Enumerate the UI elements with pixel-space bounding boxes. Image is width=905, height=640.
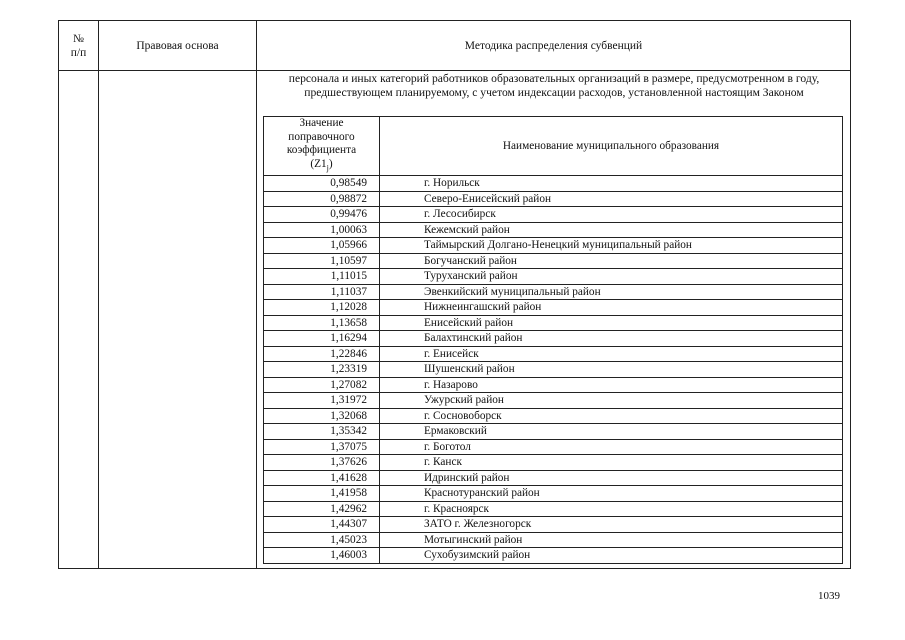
coefficient-value: 1,46003 — [264, 548, 380, 564]
table-row — [264, 346, 843, 362]
coefficient-value: 1,37626 — [264, 455, 380, 471]
municipality-name: г. Норильск — [380, 176, 843, 192]
table-row — [264, 284, 843, 300]
methodology-text: персонала и иных категорий работников образовательных организаций в размере, предусмотренном в году, предшествующем планируемому, с учетом индексации расходов, установленной настоящим Законом — [288, 72, 820, 99]
header-number-abbr: п/п — [70, 46, 87, 59]
coefficient-value: 1,45023 — [264, 532, 380, 548]
column-divider — [256, 20, 257, 568]
municipality-name: Кежемский район — [380, 222, 843, 238]
table-row — [264, 501, 843, 517]
table-row — [264, 548, 843, 564]
header-number — [59, 21, 98, 70]
municipality-name: г. Красноярск — [380, 501, 843, 517]
coefficient-value: 1,23319 — [264, 362, 380, 378]
coefficient-value: 1,42962 — [264, 501, 380, 517]
table-row — [264, 486, 843, 502]
municipality-name: Сухобузимский район — [380, 548, 843, 564]
coefficient-value: 1,10597 — [264, 253, 380, 269]
municipality-name: Ермаковский — [380, 424, 843, 440]
coefficient-value: 0,98872 — [264, 191, 380, 207]
municipality-name: Богучанский район — [380, 253, 843, 269]
municipality-name: г. Назарово — [380, 377, 843, 393]
municipality-name: г. Лесосибирск — [380, 207, 843, 223]
coefficient-value: 1,41628 — [264, 470, 380, 486]
table-row — [264, 393, 843, 409]
table-row — [264, 253, 843, 269]
municipality-name: Туруханский район — [380, 269, 843, 285]
table-row — [264, 377, 843, 393]
coefficient-value: 1,35342 — [264, 424, 380, 440]
table-row — [264, 269, 843, 285]
coefficient-value: 1,13658 — [264, 315, 380, 331]
coefficient-value: 1,44307 — [264, 517, 380, 533]
table-header-row — [59, 20, 850, 71]
header-methodology: Методика распределения субвенций — [464, 39, 643, 52]
coefficient-value: 1,22846 — [264, 346, 380, 362]
page-number: 1039 — [818, 590, 840, 602]
table-row — [264, 191, 843, 207]
header-number-symbol: № — [73, 32, 84, 45]
coefficient-value: 1,05966 — [264, 238, 380, 254]
municipality-name: Идринский район — [380, 470, 843, 486]
main-table — [58, 20, 851, 569]
table-row — [264, 362, 843, 378]
municipality-name: г. Канск — [380, 455, 843, 471]
table-row — [264, 207, 843, 223]
municipality-name: Мотыгинский район — [380, 532, 843, 548]
table-row — [264, 331, 843, 347]
coefficient-value: 1,11037 — [264, 284, 380, 300]
table-row — [264, 408, 843, 424]
coefficient-table — [263, 116, 843, 564]
coefficient-value: 1,37075 — [264, 439, 380, 455]
table-row — [264, 315, 843, 331]
table-row — [264, 439, 843, 455]
municipality-name: Енисейский район — [380, 315, 843, 331]
coefficient-value: 1,41958 — [264, 486, 380, 502]
municipality-name: Таймырский Долгано-Ненецкий муниципальный район — [380, 238, 843, 254]
table-row — [264, 517, 843, 533]
municipality-name: Северо-Енисейский район — [380, 191, 843, 207]
table-row — [264, 300, 843, 316]
table-row — [264, 470, 843, 486]
coefficient-table-header — [264, 117, 843, 176]
municipality-name: Эвенкийский муниципальный район — [380, 284, 843, 300]
municipality-name: Нижнеингашский район — [380, 300, 843, 316]
coefficient-value: 1,12028 — [264, 300, 380, 316]
coefficient-value: 1,00063 — [264, 222, 380, 238]
table-row — [264, 238, 843, 254]
municipality-name: ЗАТО г. Железногорск — [380, 517, 843, 533]
coefficient-value: 1,16294 — [264, 331, 380, 347]
coefficient-value: 0,98549 — [264, 176, 380, 192]
municipality-name: г. Сосновоборск — [380, 408, 843, 424]
coefficient-value: 1,11015 — [264, 269, 380, 285]
header-coefficient-value: Значение поправочного коэффициента $(Z1_j)$ — [264, 117, 380, 176]
municipality-name: г. Енисейск — [380, 346, 843, 362]
header-municipality-name: Наименование муниципального образования — [380, 117, 843, 176]
coefficient-value: 1,27082 — [264, 377, 380, 393]
municipality-name: г. Боготол — [380, 439, 843, 455]
coefficient-value: 1,32068 — [264, 408, 380, 424]
municipality-name: Шушенский район — [380, 362, 843, 378]
table-row — [264, 455, 843, 471]
table-row — [264, 176, 843, 192]
municipality-name: Ужурский район — [380, 393, 843, 409]
coefficient-value: 0,99476 — [264, 207, 380, 223]
coefficient-value: 1,31972 — [264, 393, 380, 409]
municipality-name: Балахтинский район — [380, 331, 843, 347]
table-row — [264, 532, 843, 548]
municipality-name: Краснотуранский район — [380, 486, 843, 502]
column-divider — [98, 20, 99, 568]
table-row — [264, 222, 843, 238]
header-legal-basis: Правовая основа — [136, 39, 219, 52]
table-row — [264, 424, 843, 440]
